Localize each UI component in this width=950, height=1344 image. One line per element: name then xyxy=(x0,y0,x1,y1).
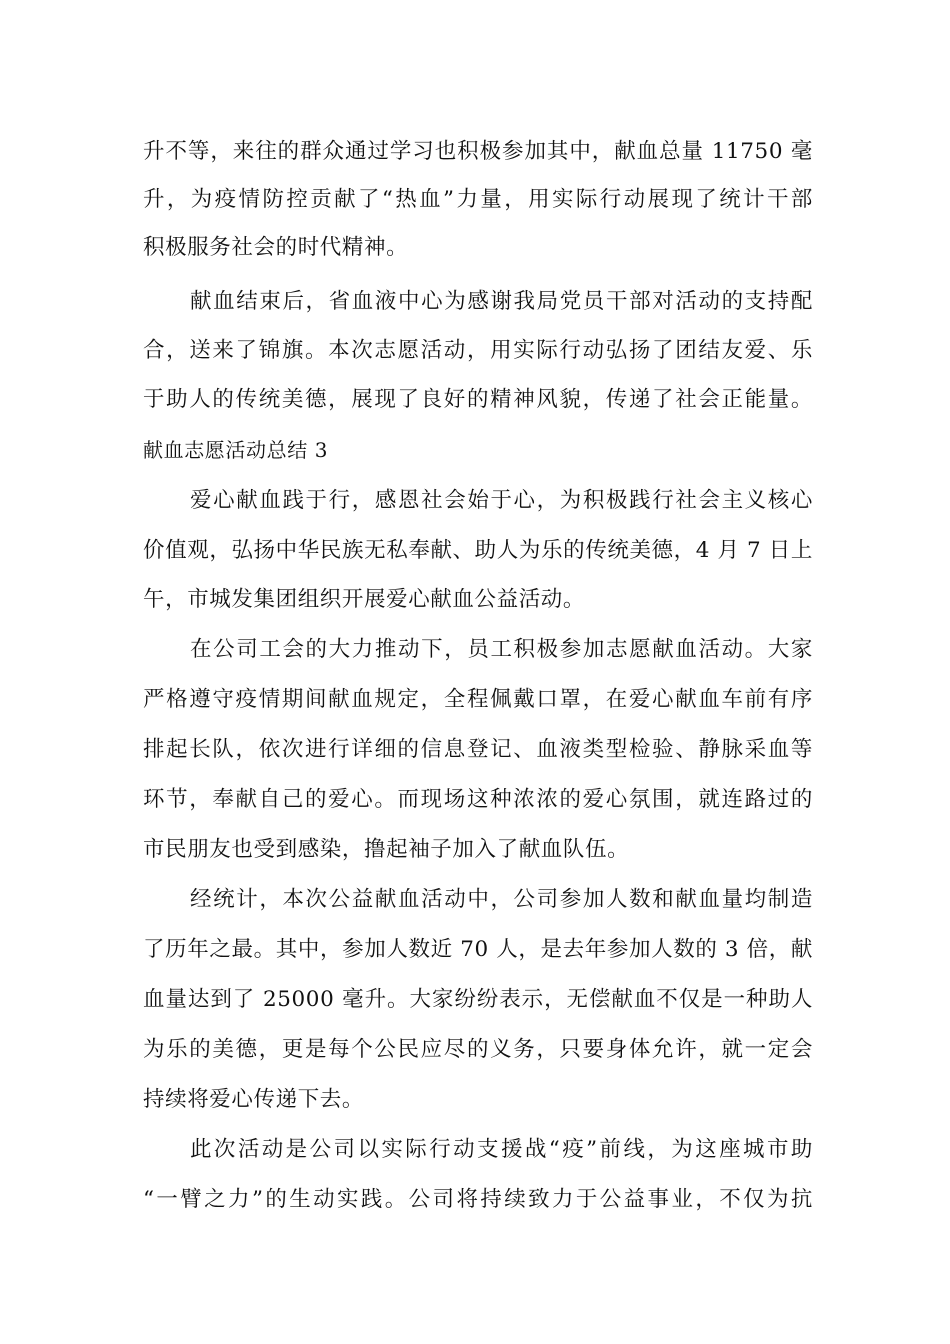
text-line: 持续将爱心传递下去。 xyxy=(143,1087,365,1112)
text-line: 午，市城发集团组织开展爱心献血公益活动。 xyxy=(143,587,586,612)
text-line: 了历年之最。其中，参加人数近 70 人，是去年参加人数的 3 倍，献 xyxy=(143,937,813,962)
text-line: 升不等，来往的群众通过学习也积极参加其中，献血总量 11750 毫 xyxy=(143,139,813,164)
text-line: 环节，奉献自己的爱心。而现场这种浓浓的爱心氛围，就连路过的 xyxy=(143,787,813,812)
section-heading: 献血志愿活动总结 3 xyxy=(143,438,329,462)
text-line: 市民朋友也受到感染，撸起袖子加入了献血队伍。 xyxy=(143,837,630,862)
text-line: 爱心献血践于行，感恩社会始于心，为积极践行社会主义核心 xyxy=(190,488,813,513)
text-line: 献血结束后，省血液中心为感谢我局党员干部对活动的支持配 xyxy=(190,289,813,314)
text-line: 排起长队，依次进行详细的信息登记、血液类型检验、静脉采血等 xyxy=(143,737,813,762)
text-line: 合，送来了锦旗。本次志愿活动，用实际行动弘扬了团结友爱、乐 xyxy=(143,338,813,363)
text-line: 积极服务社会的时代精神。 xyxy=(143,235,409,260)
text-line: 升，为疫情防控贡献了“热血”力量，用实际行动展现了统计干部 xyxy=(143,187,813,212)
text-line: 经统计，本次公益献血活动中，公司参加人数和献血量均制造 xyxy=(190,887,813,912)
text-line: 严格遵守疫情期间献血规定，全程佩戴口罩，在爱心献血车前有序 xyxy=(143,687,813,712)
text-line: 于助人的传统美德，展现了良好的精神风貌，传递了社会正能量。 xyxy=(143,387,813,412)
text-line: “一臂之力”的生动实践。公司将持续致力于公益事业，不仅为抗 xyxy=(143,1187,813,1212)
text-line: 价值观，弘扬中华民族无私奉献、助人为乐的传统美德，4 月 7 日上 xyxy=(143,538,813,563)
text-line: 为乐的美德，更是每个公民应尽的义务，只要身体允许，就一定会 xyxy=(143,1037,813,1062)
text-line: 血量达到了 25000 毫升。大家纷纷表示，无偿献血不仅是一种助人 xyxy=(143,987,813,1012)
text-line: 此次活动是公司以实际行动支援战“疫”前线，为这座城市助 xyxy=(190,1137,813,1162)
text-line: 在公司工会的大力推动下，员工积极参加志愿献血活动。大家 xyxy=(190,637,813,662)
